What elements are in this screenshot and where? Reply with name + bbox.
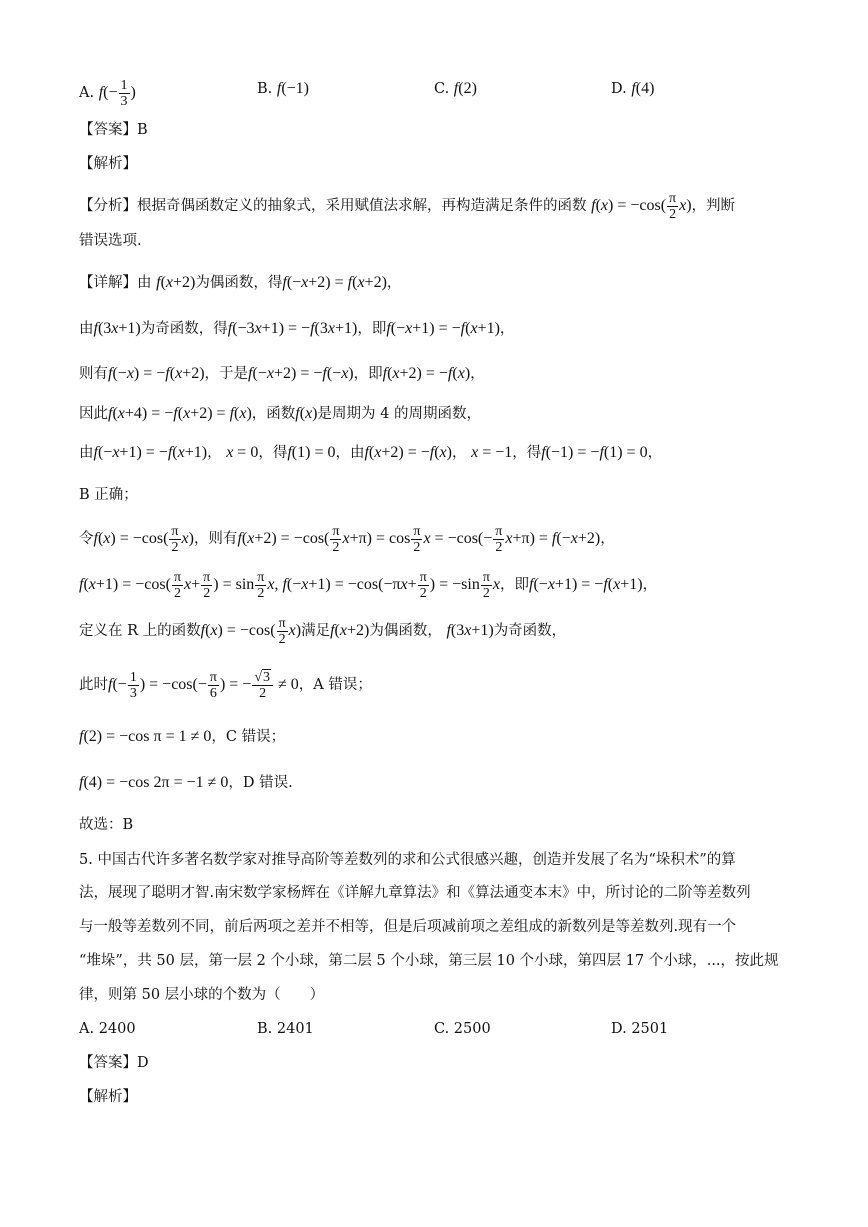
- detail-line-2: 由f(3x+1)为奇函数，得f(−3x+1) = −f(3x+1)，即f(−x+1) = −f(x+1)，: [79, 320, 515, 337]
- detail-line-6: B 正确；: [79, 487, 138, 503]
- detail-line-12: f(4) = −cos 2π = −1 ≠ 0，D 错误.: [79, 774, 293, 791]
- q5-option-d: D. 2501: [611, 1021, 669, 1037]
- answer-1: 【答案】B: [79, 122, 148, 138]
- detail-line-7: 令f(x) = −cos( $\frac{\pi}{2}$ x)，则有f(x+2) = −cos( $\frac{\pi}{2}$ x+π) = cos $\frac{\pi}{2}$ x = −cos(− $\frac{\pi}{2}$ x+π) = f(−x+2)，: [79, 524, 615, 555]
- option-a: A. f(− $\frac{1}{3}$ ): [79, 78, 136, 109]
- option-b: B. f(−1): [257, 80, 310, 97]
- detail-line-10: 此时f(− $\frac{1}{3}$ ) = −cos(− $\frac{\pi}{6}$ ) = − $\frac{√3}{2}$ ≠ 0，A 错误；: [79, 670, 372, 701]
- option-d: D. f(4): [611, 80, 655, 97]
- fenxi-line-2: 错误选项.: [79, 233, 142, 249]
- detail-choice: 故选：B: [79, 817, 134, 833]
- fenxi-line-1: 【分析】根据奇偶函数定义的抽象式，采用赋值法求解，再构造满足条件的函数 f(x) = −cos( $\frac{\pi}{2}$ x)，判断: [79, 191, 736, 222]
- detail-line-8: f(x+1) = −cos( $\frac{\pi}{2}$ x+ $\frac{\pi}{2}$ ) = sin $\frac{\pi}{2}$ x, f(−x+1) = −cos(−πx+ $\frac{\pi}{2}$ ) = −sin $\frac{\pi}{2}$ x，即f(−x+1) = −f(x+1)，: [79, 570, 658, 601]
- q5-option-b: B. 2401: [257, 1021, 314, 1037]
- q5-line-2: 法，展现了聪明才智.南宋数学家杨辉在《详解九章算法》和《算法通变本末》中，所讨论的二阶等差数列: [79, 885, 751, 901]
- q5-option-c: C. 2500: [434, 1021, 491, 1037]
- analysis-1: 【解析】: [79, 156, 137, 172]
- q5-analysis: 【解析】: [79, 1089, 137, 1105]
- detail-line-4: 因此f(x+4) = −f(x+2) = f(x)，函数f(x)是周期为 4 的周期函数，: [79, 405, 481, 422]
- detail-line-5: 由f(−x+1) = −f(x+1)， x = 0，得f(1) = 0，由f(x+2) = −f(x)， x = −1，得f(−1) = −f(1) = 0，: [79, 444, 663, 461]
- q5-line-1: 5. 中国古代许多著名数学家对推导高阶等差数列的求和公式很感兴趣，创造并发展了名为“垛积术”的算: [79, 852, 736, 868]
- q5-line-3: 与一般等差数列不同，前后两项之差并不相等，但是后项减前项之差组成的新数列是等差数列.现有一个: [79, 919, 737, 935]
- q5-answer: 【答案】D: [79, 1055, 149, 1071]
- option-c: C. f(2): [434, 80, 477, 97]
- detail-line-3: 则有f(−x) = −f(x+2)，于是f(−x+2) = −f(−x)，即f(x+2) = −f(x)，: [79, 365, 485, 382]
- q5-line-5: 律，则第 50 层小球的个数为（ ）: [79, 987, 325, 1003]
- q5-line-4: “堆垛”，共 50 层，第一层 2 个小球，第二层 5 个小球，第三层 10 个小球，第四层 17 个小球，...，按此规: [79, 953, 779, 969]
- detail-line-1: 【详解】由 f(x+2)为偶函数，得f(−x+2) = f(x+2)，: [79, 274, 402, 291]
- q5-option-a: A. 2400: [79, 1021, 136, 1037]
- detail-line-9: 定义在 R 上的函数f(x) = −cos( $\frac{\pi}{2}$ x)满足f(x+2)为偶函数， f(3x+1)为奇函数，: [79, 616, 567, 647]
- detail-line-11: f(2) = −cos π = 1 ≠ 0，C 错误；: [79, 728, 286, 745]
